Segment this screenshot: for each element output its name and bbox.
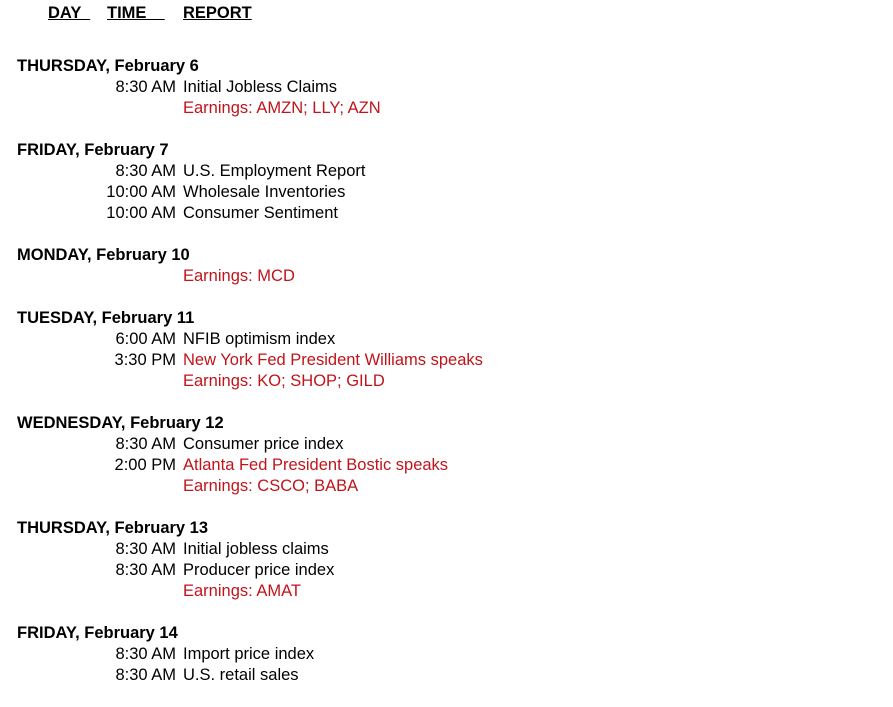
day-block [0,308,893,392]
schedule-row [0,455,893,476]
highlighted-event: Atlanta Fed President Bostic speaks [183,456,449,474]
day-block [0,518,893,602]
day-block [0,140,893,224]
day-block [0,56,893,119]
schedule-row [0,434,893,455]
event-time: 10:00 AM [106,204,176,222]
highlighted-event: Earnings: KO; SHOP; GILD [183,372,385,390]
schedule-row [0,476,893,497]
event-report: Consumer Sentiment [183,204,338,222]
schedule-row [0,203,893,224]
day-block [0,245,893,287]
highlighted-event: Earnings: AMAT [183,582,301,600]
day-title: FRIDAY, February 7 [17,141,169,159]
schedule-row [0,182,893,203]
event-time: 6:00 AM [115,330,176,348]
schedule-row [0,266,893,287]
event-report: U.S. retail sales [183,666,299,684]
schedule-row [0,560,893,581]
header-report: REPORT [183,4,252,22]
highlighted-event: Earnings: CSCO; BABA [183,477,359,495]
day-title: THURSDAY, February 13 [17,519,209,537]
schedule-row [0,371,893,392]
day-title: THURSDAY, February 6 [17,57,199,75]
event-time: 8:30 AM [115,561,176,579]
schedule-row [0,161,893,182]
event-report: Import price index [183,645,315,663]
event-time: 8:30 AM [115,78,176,96]
day-title: WEDNESDAY, February 12 [17,414,224,432]
event-time: 8:30 AM [115,540,176,558]
highlighted-event: New York Fed President Williams speaks [183,351,483,369]
schedule-row [0,77,893,98]
day-title: TUESDAY, February 11 [17,309,195,327]
event-time: 10:00 AM [106,183,176,201]
schedule-row [0,665,893,686]
event-time: 8:30 AM [115,435,176,453]
event-time: 2:00 PM [114,456,176,474]
event-report: NFIB optimism index [183,330,336,348]
schedule-row [0,350,893,371]
highlighted-event: Earnings: AMZN; LLY; AZN [183,99,381,117]
schedule-row [0,644,893,665]
schedule-row [0,581,893,602]
economic-calendar [0,56,893,707]
event-report: Initial Jobless Claims [183,78,338,96]
event-report: Initial jobless claims [183,540,329,558]
header-time: TIME [107,4,165,22]
schedule-row [0,98,893,119]
event-time: 8:30 AM [115,162,176,180]
header-day: DAY [48,4,91,22]
highlighted-event: Earnings: MCD [183,267,295,285]
day-block [0,623,893,686]
column-header [0,4,893,25]
event-report: Consumer price index [183,435,344,453]
event-report: U.S. Employment Report [183,162,366,180]
day-block [0,413,893,497]
event-report: Producer price index [183,561,335,579]
event-report: Wholesale Inventories [183,183,346,201]
event-time: 8:30 AM [115,666,176,684]
event-time: 3:30 PM [114,351,176,369]
day-title: MONDAY, February 10 [17,246,190,264]
schedule-row [0,539,893,560]
schedule-row [0,329,893,350]
day-title: FRIDAY, February 14 [17,624,178,642]
event-time: 8:30 AM [115,645,176,663]
